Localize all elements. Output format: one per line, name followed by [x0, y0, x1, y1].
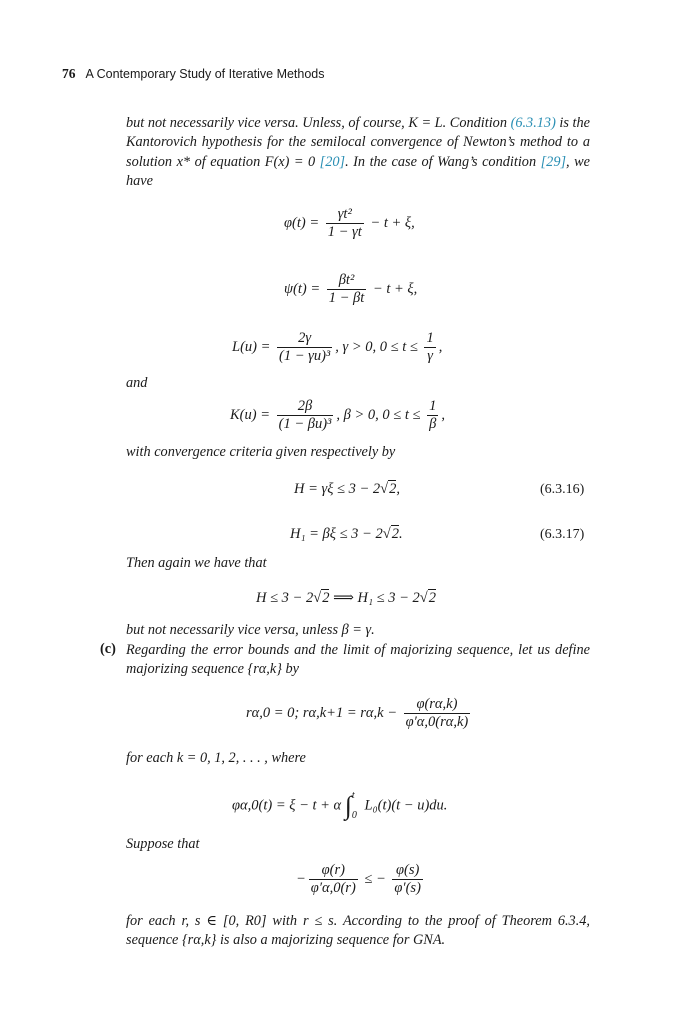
- then-text: Then again we have that: [126, 555, 267, 571]
- not-vice-versa-text: but not necessarily vice versa, unless β = γ.: [126, 622, 375, 638]
- citation-29[interactable]: [29]: [540, 153, 567, 170]
- for-each-text: for each k = 0, 1, 2, . . . , where: [126, 750, 306, 766]
- running-title: A Contemporary Study of Iterative Methods: [85, 67, 325, 81]
- criteria-text: with convergence criteria given respectively by: [126, 444, 396, 460]
- equation-psi: ψ(t) = $\frac{\text{βt²}}{1 - \beta t}$ − t + ξ,: [284, 272, 418, 306]
- intro-text-3: . In the case of Wang’s condition: [345, 153, 541, 170]
- equation-phi-alpha-0: φα,0(t) = ξ − t + α ∫ t 0 L₀(t)(t − u)du.: [232, 790, 448, 821]
- equation-implication: H ≤ 3 − 2√2 ⟹ H₁ ≤ 3 − 2√2: [256, 590, 436, 606]
- page-number: 76: [62, 66, 76, 81]
- citation-6-3-13[interactable]: (6.3.13): [510, 115, 556, 131]
- equation-number-6-3-17: (6.3.17): [540, 527, 585, 542]
- intro-text-4: , we have: [126, 153, 591, 189]
- final-paragraph: for each r, s ∈ [0, R0] with r ≤ s. According to the proof of Theorem 6.3.4, sequence {rα,k} is also a majorizing sequence for GNA.: [126, 913, 590, 949]
- equation-number-6-3-16: (6.3.16): [540, 482, 585, 497]
- citation-20[interactable]: [20]: [319, 153, 346, 170]
- equation-K: K(u) = $\frac{2\beta}{\text{(1 − βu)³}}$ , β > 0, 0 ≤ t ≤ $\frac{1}{\beta}$ ,: [230, 398, 445, 432]
- equation-inequality: − $\frac{\varphi(r)}{\varphi'\alpha,0(r)}$ ≤ − $\frac{\varphi(s)}{\varphi'(s)}$: [296, 862, 421, 896]
- and-label: and: [126, 375, 148, 391]
- equation-majorizing-sequence: rα,0 = 0; rα,k+1 = rα,k − $\frac{\varphi(r\alpha,k)}{\varphi'\alpha,0(r\alpha,k)}$: [246, 696, 469, 730]
- equation-L: L(u) = $\frac{2\gamma}{\text{(1 − γu)³}}$ , γ > 0, 0 ≤ t ≤ $\frac{1}{\gamma}$ ,: [232, 330, 443, 364]
- intro-text-1: but not necessarily vice versa. Unless, of course, K = L. Condition: [126, 115, 507, 131]
- item-c-text: Regarding the error bounds and the limit of majorizing sequence, let us define majorizing sequence {rα,k} by: [126, 642, 590, 678]
- item-marker-c: (c): [100, 641, 116, 657]
- intro-text-2: is the Kantorovich hypothesis for the semilocal convergence of Newton’s method to a solution x* of equation F(x) = 0: [126, 115, 591, 170]
- suppose-text: Suppose that: [126, 836, 200, 852]
- equation-H: H = γξ ≤ 3 − 2√2,: [294, 481, 401, 497]
- equation-phi: φ(t) = $\frac{\text{γt²}}{1 - \gamma t}$ − t + ξ,: [284, 206, 415, 240]
- intro-paragraph: [126, 114, 590, 191]
- running-header: [62, 66, 325, 82]
- equation-H1: H₁ = βξ ≤ 3 − 2√2.: [290, 526, 403, 542]
